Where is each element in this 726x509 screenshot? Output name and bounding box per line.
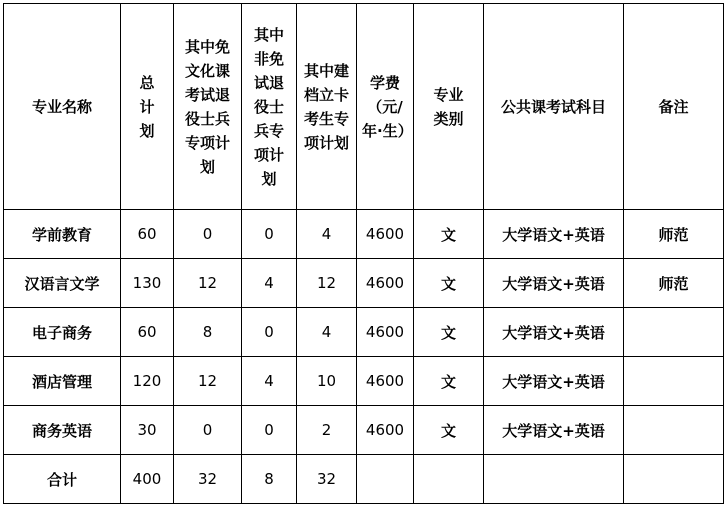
- header-non-exempt-veterans: 其中非免试退役士兵专项计划: [242, 4, 297, 210]
- cell-c2-sum: 8: [242, 455, 297, 504]
- cell-c1: 12: [174, 259, 242, 308]
- cell-type: 文: [414, 308, 484, 357]
- cell-c1: 0: [174, 406, 242, 455]
- cell-note: [624, 406, 724, 455]
- cell-name: 学前教育: [4, 210, 121, 259]
- cell-subject: 大学语文+英语: [484, 308, 624, 357]
- cell-c1-sum: 32: [174, 455, 242, 504]
- cell-note: 师范: [624, 259, 724, 308]
- cell-fee: 4600: [357, 406, 414, 455]
- table-row: [4, 406, 724, 455]
- cell-empty: [357, 455, 414, 504]
- header-fee: 学费（元/年·生）: [357, 4, 414, 210]
- cell-c1: 8: [174, 308, 242, 357]
- totals-row: [4, 455, 724, 504]
- cell-empty: [484, 455, 624, 504]
- header-row: [4, 4, 724, 210]
- header-type: 专业类别: [414, 4, 484, 210]
- cell-c1: 0: [174, 210, 242, 259]
- cell-type: 文: [414, 406, 484, 455]
- cell-fee: 4600: [357, 357, 414, 406]
- table-row: [4, 308, 724, 357]
- table-row: [4, 259, 724, 308]
- cell-subject: 大学语文+英语: [484, 210, 624, 259]
- cell-name: 电子商务: [4, 308, 121, 357]
- cell-total: 120: [121, 357, 174, 406]
- cell-subject: 大学语文+英语: [484, 259, 624, 308]
- cell-c3: 4: [297, 308, 357, 357]
- cell-c3: 12: [297, 259, 357, 308]
- cell-c1: 12: [174, 357, 242, 406]
- cell-c3: 10: [297, 357, 357, 406]
- cell-fee: 4600: [357, 259, 414, 308]
- header-exempt-veterans: 其中免文化课考试退役士兵专项计划: [174, 4, 242, 210]
- cell-c2: 4: [242, 357, 297, 406]
- cell-c2: 0: [242, 308, 297, 357]
- cell-c2: 0: [242, 210, 297, 259]
- header-note: 备注: [624, 4, 724, 210]
- header-subject: 公共课考试科目: [484, 4, 624, 210]
- table-row: [4, 210, 724, 259]
- cell-type: 文: [414, 259, 484, 308]
- cell-empty: [414, 455, 484, 504]
- cell-subject: 大学语文+英语: [484, 406, 624, 455]
- cell-note: 师范: [624, 210, 724, 259]
- cell-total: 30: [121, 406, 174, 455]
- cell-fee: 4600: [357, 308, 414, 357]
- cell-fee: 4600: [357, 210, 414, 259]
- cell-total: 60: [121, 308, 174, 357]
- cell-c3-sum: 32: [297, 455, 357, 504]
- cell-name: 汉语言文学: [4, 259, 121, 308]
- cell-subject: 大学语文+英语: [484, 357, 624, 406]
- cell-c3: 4: [297, 210, 357, 259]
- cell-name: 酒店管理: [4, 357, 121, 406]
- table-row: [4, 357, 724, 406]
- cell-empty: [624, 455, 724, 504]
- header-name: 专业名称: [4, 4, 121, 210]
- cell-note: [624, 357, 724, 406]
- header-total: 总计划: [121, 4, 174, 210]
- cell-total-label: 合计: [4, 455, 121, 504]
- cell-total: 130: [121, 259, 174, 308]
- cell-name: 商务英语: [4, 406, 121, 455]
- cell-type: 文: [414, 357, 484, 406]
- cell-total: 60: [121, 210, 174, 259]
- cell-note: [624, 308, 724, 357]
- cell-type: 文: [414, 210, 484, 259]
- enrollment-plan-table: [3, 3, 724, 504]
- cell-total-sum: 400: [121, 455, 174, 504]
- cell-c2: 0: [242, 406, 297, 455]
- header-registered-poor: 其中建档立卡考生专项计划: [297, 4, 357, 210]
- cell-c2: 4: [242, 259, 297, 308]
- cell-c3: 2: [297, 406, 357, 455]
